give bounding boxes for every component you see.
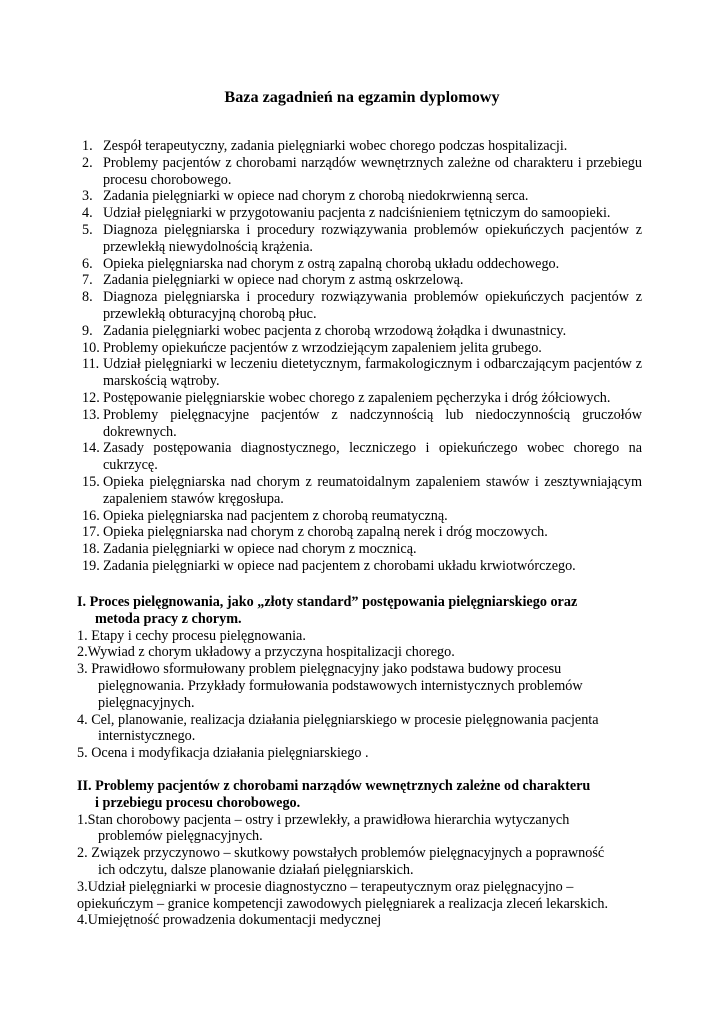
topic-number: 16. [82,507,100,524]
section-point-text: opiekuńczym – granice kompetencji zawodowych pielęgniarek a realizacja zleceń lekarskich. [77,895,608,912]
topic-item [82,356,642,390]
topic-text: Opieka pielęgniarska nad chorym z ostrą zapalną chorobą układu oddechowego. [103,255,560,272]
topic-item [82,256,642,273]
section-point [77,644,642,661]
section-point-continuation: pielęgnowania. Przykłady formułowania podstawowych internistycznych problemów pielęgnacyjnych. [98,677,583,711]
section-point [77,812,642,846]
section-point [77,912,642,929]
topic-text: Diagnoza pielęgniarska i procedury rozwiązywania problemów opiekuńczych pacjentów z przewlekłą obturacyjną chorobą płuc. [103,289,642,322]
topic-item [82,524,642,541]
section-point [77,628,642,645]
section-point-continuation: problemów pielęgnacyjnych. [98,828,263,845]
topic-text: Opieka pielęgniarska nad chorym z chorobą zapalną nerek i dróg moczowych. [103,524,548,541]
document-title: Baza zagadnień na egzamin dyplomowy [224,88,500,106]
section-2-heading-line2: i przebiegu procesu chorobowego. [95,794,301,811]
topic-item [82,508,642,525]
topic-item [82,188,642,205]
topic-number: 9. [82,322,93,339]
section-point-continuation: internistycznego. [98,728,196,745]
topic-item [82,222,642,256]
topic-text: Opieka pielęgniarska nad chorym z reumatoidalnym zapaleniem stawów i zesztywniającym zapaleniem stawów kręgosłupa. [103,473,642,507]
topic-number: 13. [82,406,100,423]
section-2 [77,778,642,929]
section-point-text: 3. Prawidłowo sformułowany problem pielęgnacyjny jako podstawa budowy procesu [77,661,562,678]
section-point-text: 4.Umiejętność prowadzenia dokumentacji medycznej [77,912,382,929]
topic-number: 6. [82,255,93,272]
section-point-text: 4. Cel, planowanie, realizacja działania pielęgniarskiego w procesie pielęgnowania pacjenta [77,711,599,728]
section-2-heading-line1: II. Problemy pacjentów z chorobami narządów wewnętrznych zależne od charakteru [77,778,591,794]
section-point [77,661,642,711]
section-point-text: 1. Etapy i cechy procesu pielęgnowania. [77,627,306,644]
topic-text: Problemy opiekuńcze pacjentów z wrzodziejącym zapaleniem jelita grubego. [103,339,542,356]
topic-number: 7. [82,272,93,289]
topic-number: 4. [82,205,93,222]
section-point [77,896,642,913]
section-1-heading-line2: metoda pracy z chorym. [95,610,242,627]
section-point [77,712,642,746]
topic-item [82,390,642,407]
topic-item [82,474,642,508]
section-1-points [77,628,642,762]
section-point-text: 1.Stan chorobowy pacjenta – ostry i przewlekły, a prawidłowa hierarchia wytyczanych [77,811,570,828]
section-point [77,879,642,896]
topic-text: Zadania pielęgniarki w opiece nad pacjentem z chorobami układu krwiotwórczego. [103,557,576,574]
topic-text: Problemy pacjentów z chorobami narządów wewnętrznych zależne od charakteru i przebiegu procesu chorobowego. [103,154,642,188]
section-point-text: 2.Wywiad z chorym układowy a przyczyna hospitalizacji chorego. [77,644,455,661]
topic-item [82,440,642,474]
topic-text: Zasady postępowania diagnostycznego, leczniczego i opiekuńczego wobec chorego na cukrzycę. [103,440,642,474]
topic-text: Postępowanie pielęgniarskie wobec chorego z zapaleniem pęcherzyka i dróg żółciowych. [103,389,611,406]
topic-number: 15. [82,473,100,490]
topic-text: Diagnoza pielęgniarska i procedury rozwiązywania problemów opiekuńczych pacjentów z przewlekłą niewydolnością krążenia. [103,221,642,255]
topic-text: Zadania pielęgniarki w opiece nad chorym z astmą oskrzelową. [103,272,464,289]
section-2-heading [77,778,642,812]
section-1-heading-line1: I. Proces pielęgnowania, jako „złoty standard” postępowania pielęgniarskiego oraz [77,594,578,610]
section-point-continuation: ich odczytu, dalsze planowanie działań pielęgniarskich. [98,861,414,878]
topic-number: 11. [82,356,100,373]
topic-item [82,155,642,189]
section-2-points [77,812,642,930]
topic-number: 17. [82,524,100,541]
topic-text: Udział pielęgniarki w przygotowaniu pacjenta z nadciśnieniem tętniczym do samoopieki. [103,205,611,222]
topic-list [82,138,642,575]
topic-number: 19. [82,557,100,574]
topic-item [82,289,642,323]
topic-number: 2. [82,154,93,171]
section-1-heading [77,594,642,628]
topic-text: Zadania pielęgniarki wobec pacjenta z chorobą wrzodową żołądka i dwunastnicy. [103,322,567,339]
topic-item [82,272,642,289]
section-point [77,845,642,879]
topic-text: Zadania pielęgniarki w opiece nad chorym z mocznicą. [103,541,417,558]
topic-number: 18. [82,541,100,558]
topic-item [82,558,642,575]
topic-text: Problemy pielęgnacyjne pacjentów z nadczynnością lub niedoczynnością gruczołów dokrewnych. [103,406,642,440]
topic-text: Opieka pielęgniarska nad pacjentem z chorobą reumatyczną. [103,507,448,524]
topic-number: 12. [82,389,100,406]
topic-number: 14. [82,440,100,457]
section-point-text: 3.Udział pielęgniarki w procesie diagnostyczno – terapeutycznym oraz pielęgnacyjno – [77,878,574,895]
topic-number: 10. [82,339,100,356]
topic-item [82,541,642,558]
section-point-text: 5. Ocena i modyfikacja działania pielęgniarskiego . [77,745,369,762]
topic-text: Udział pielęgniarki w leczeniu dietetycznym, farmakologicznym i odbarczającym pacjentów z marskością wątroby. [103,356,642,390]
topic-item [82,340,642,357]
topic-item [82,205,642,222]
topic-item [82,323,642,340]
topic-number: 3. [82,188,93,205]
section-point [77,745,642,762]
topic-text: Zadania pielęgniarki w opiece nad chorym z chorobą niedokrwienną serca. [103,188,529,205]
topic-text: Zespół terapeutyczny, zadania pielęgniarki wobec chorego podczas hospitalizacji. [103,138,568,154]
topic-number: 5. [82,221,93,238]
topic-item [82,138,642,155]
topic-number: 1. [82,138,93,154]
section-1 [77,594,642,762]
section-point-text: 2. Związek przyczynowo – skutkowy powstałych problemów pielęgnacyjnych a poprawność [77,845,605,862]
topic-number: 8. [82,289,93,306]
topic-item [82,407,642,441]
